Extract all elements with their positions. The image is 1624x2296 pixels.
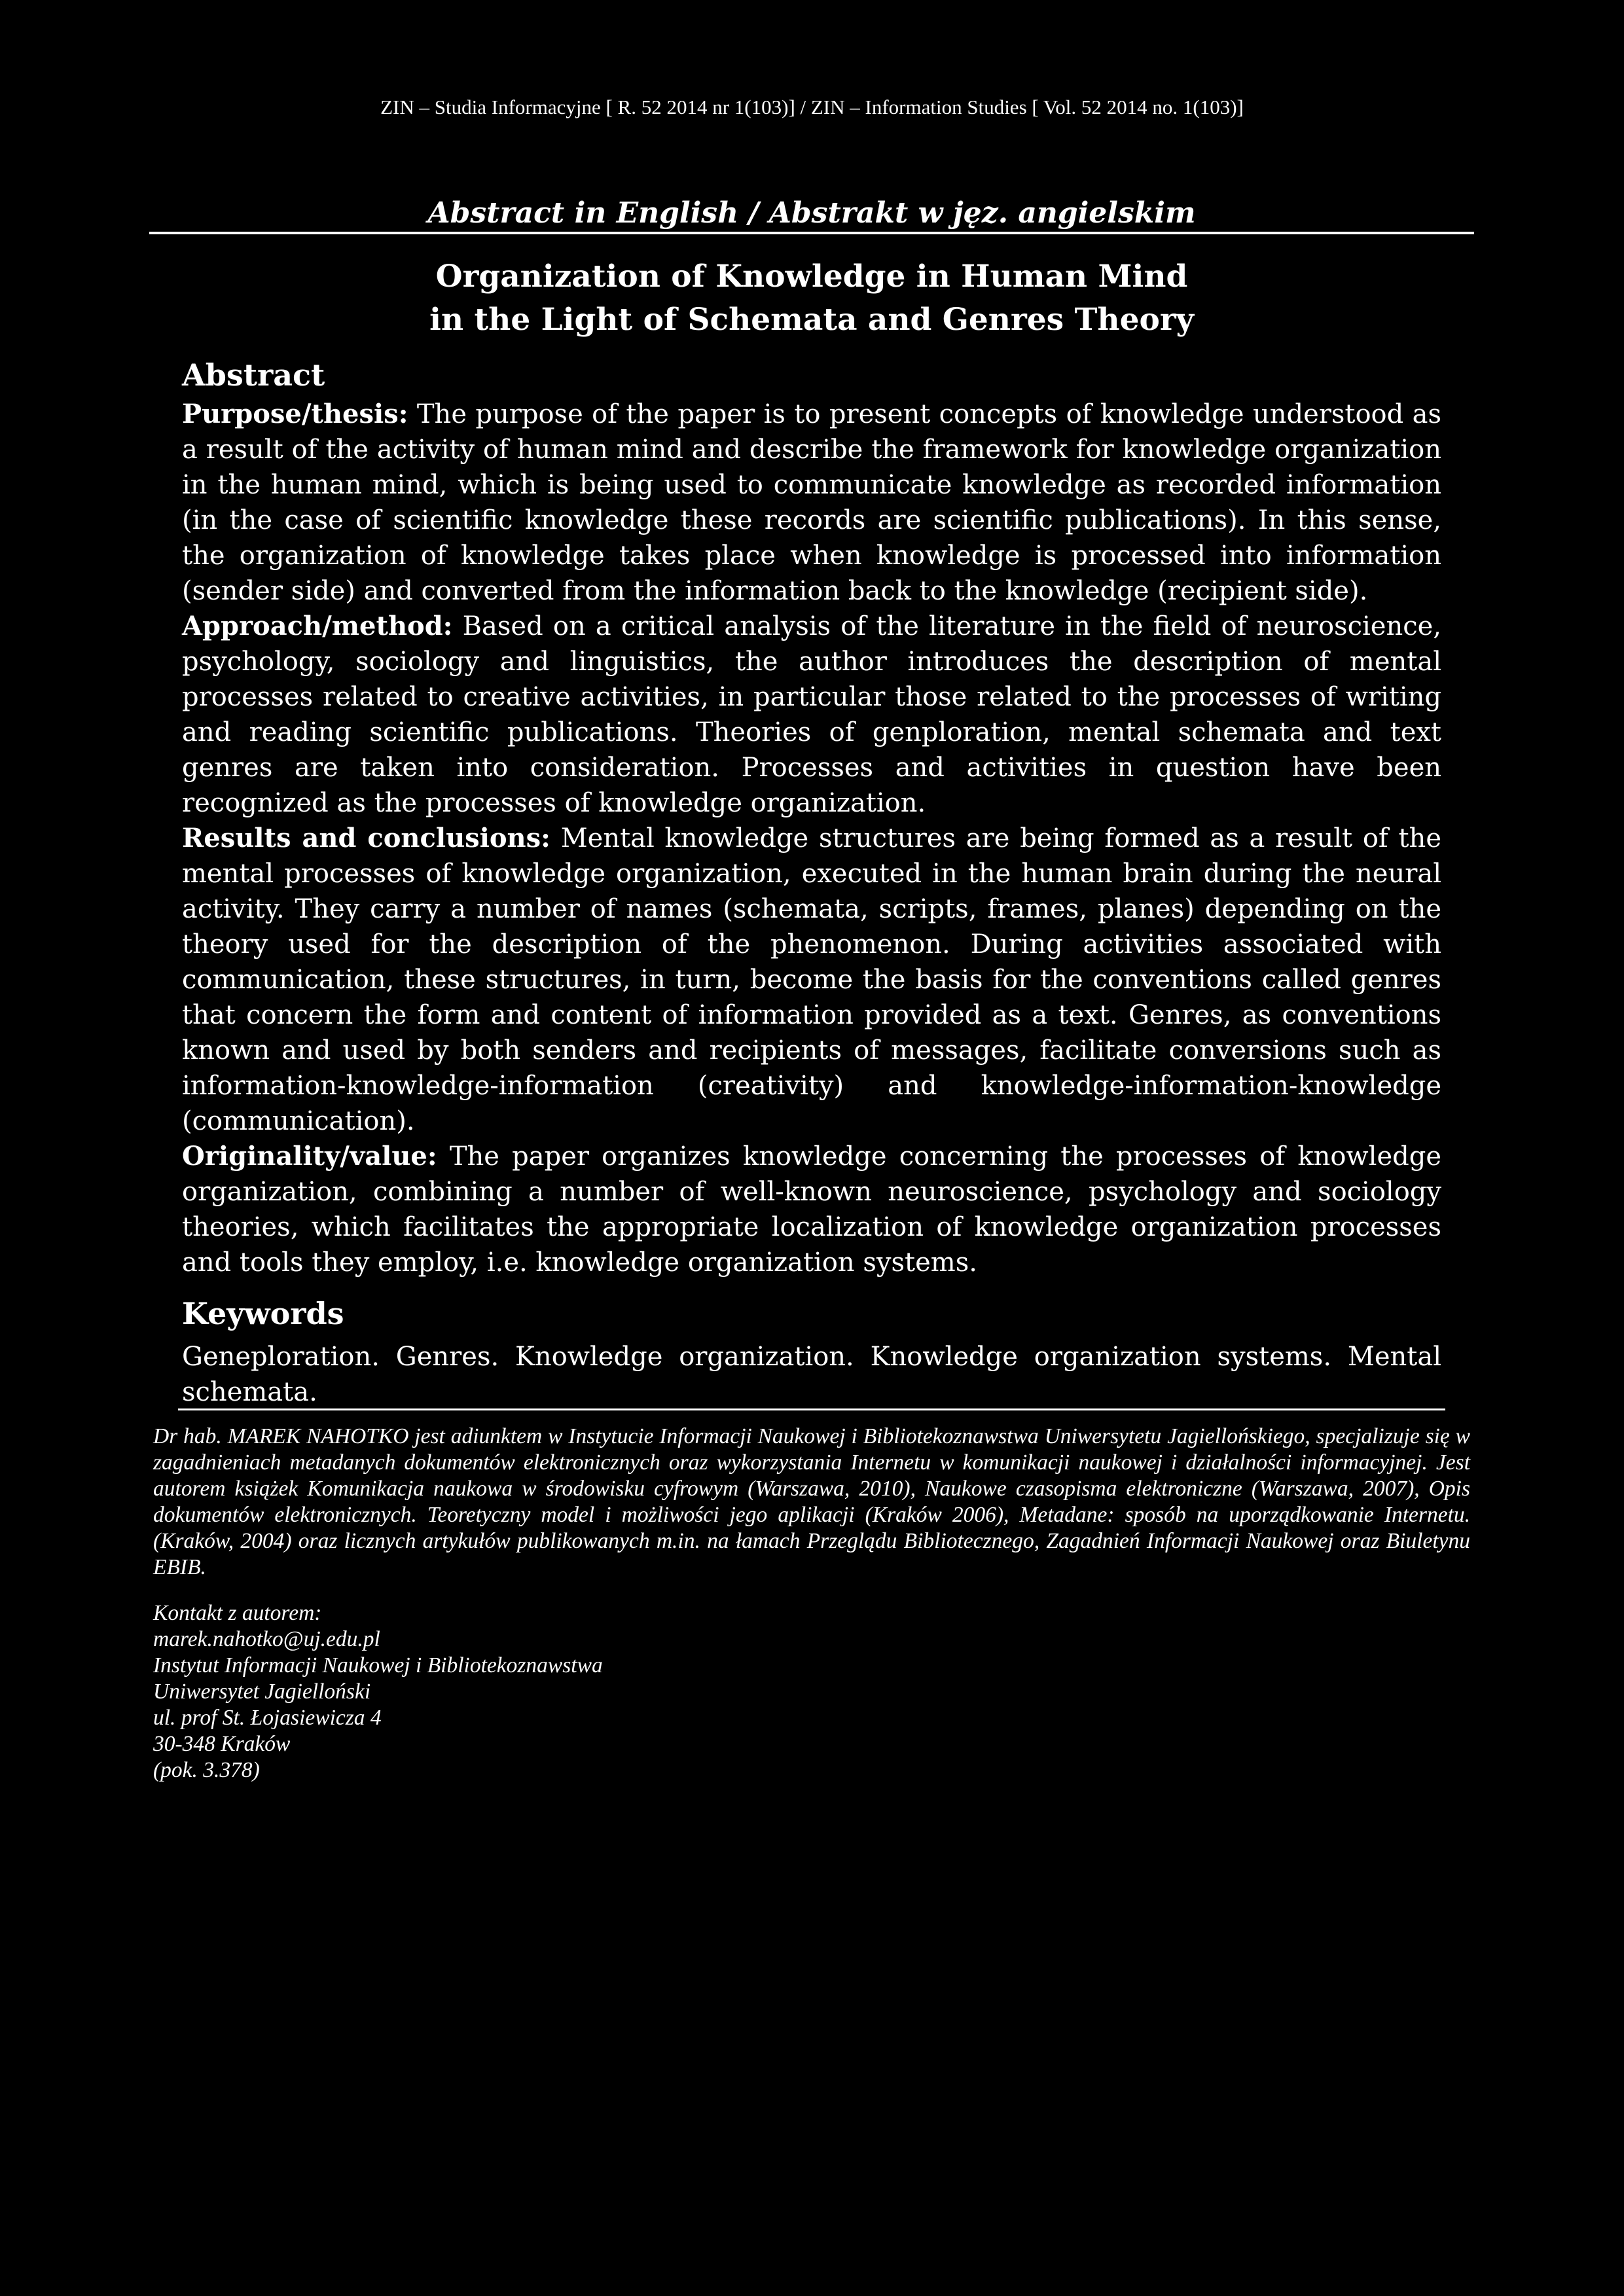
contact-email[interactable]: marek.nahotko@uj.edu.pl — [153, 1627, 380, 1651]
contact-institute: Instytut Informacji Naukowej i Bibliotekoznawstwa — [153, 1653, 603, 1677]
results-label: Results and conclusions: — [182, 823, 550, 853]
originality-paragraph — [182, 1139, 1441, 1280]
originality-label: Originality/value: — [182, 1141, 437, 1172]
contact-room: (pok. 3.378) — [153, 1758, 260, 1782]
paper-title-line-2: in the Light of Schemata and Genres Theory — [429, 302, 1194, 338]
paper-title — [149, 255, 1474, 342]
keywords-heading: Keywords — [182, 1296, 344, 1331]
results-text: Mental knowledge structures are being formed as a result of the mental processes of knowledge organization, executed in the human brain during the neural activity. They carry a number of names (schemata, scripts, frames, planes) depending on the theory used for the description of the phenomenon. During activities associated with communication, these structures, in turn, become the basis for the conventions called genres that concern the form and content of information provided as a text. Genres, as conventions known and used by both senders and recipients of messages, facilitate conversions such as information-knowledge-information (creativity) and knowledge-information-knowledge (communication). — [182, 823, 1441, 1136]
footnote-rule — [178, 1408, 1445, 1410]
originality-text: The paper organizes knowledge concerning the processes of knowledge organization, combining a number of well-known neuroscience, psychology and sociology theories, which facilitates the appropriate localization of knowledge organization processes and tools they employ, i.e. knowledge organization systems. — [182, 1141, 1441, 1278]
abstract-heading: Abstract — [182, 357, 325, 393]
approach-label: Approach/method: — [182, 611, 453, 641]
approach-text: Based on a critical analysis of the literature in the field of neuroscience, psychology, sociology and linguistics, the author introduces the description of mental processes related to creative activities, in particular those related to the processes of writing and reading scientific publications. Theories of genploration, mental schemata and text genres are taken into consideration. Processes and activities in question have been recognized as the processes of knowledge organization. — [182, 611, 1442, 818]
approach-paragraph — [182, 609, 1441, 821]
running-header: ZIN – Studia Informacyjne [ R. 52 2014 nr 1(103)] / ZIN – Information Studies [ Vol. 52 2014 no. 1(103)] — [380, 96, 1244, 118]
author-contact — [153, 1600, 1070, 1784]
abstract-block — [182, 353, 1441, 1410]
purpose-label: Purpose/thesis: — [182, 399, 408, 429]
purpose-text: The purpose of the paper is to present concepts of knowledge understood as a result of the activity of human mind and describe the framework for knowledge organization in the human mind, which is being used to communicate knowledge as recorded information (in the case of scientific knowledge these records are scientific publications). In this sense, the organization of knowledge takes place when knowledge is processed into information (sender side) and converted from the information back to the knowledge (recipient side). — [182, 399, 1441, 606]
results-paragraph — [182, 821, 1441, 1139]
purpose-paragraph — [182, 397, 1441, 609]
contact-street: ul. prof St. Łojasiewicza 4 — [153, 1706, 382, 1730]
contact-heading: Kontakt z autorem: — [153, 1601, 322, 1625]
header-rule — [149, 232, 1474, 234]
contact-city: 30-348 Kraków — [153, 1732, 291, 1756]
keywords-text: Geneploration. Genres. Knowledge organization. Knowledge organization systems. Mental schemata. — [182, 1342, 1441, 1407]
contact-university: Uniwersytet Jagielloński — [153, 1679, 371, 1704]
section-label: Abstract in English / Abstrakt w jęz. angielskim — [427, 196, 1196, 230]
author-bio: Dr hab. MAREK NAHOTKO jest adiunktem w Instytucie Informacji Naukowej i Bibliotekoznawstwa Uniwersytetu Jagiellońskiego, specjalizuje się w zagadnieniach metadanych dokumentów elektronicznych oraz wykorzystania Internetu w komunikacji naukowej i działalności informacyjnej. Jest autorem książek Komunikacja naukowa w środowisku cyfrowym (Warszawa, 2010), Naukowe czasopisma elektroniczne (Warszawa, 2007), Opis dokumentów elektronicznych. Teoretyczny model i możliwości jego aplikacji (Kraków 2006), Metadane: sposób na uporządkowanie Internetu. (Kraków, 2004) oraz licznych artykułów publikowanych m.in. na łamach Przeglądu Bibliotecznego, Zagadnień Informacji Naukowej oraz Biuletynu EBIB. — [153, 1424, 1470, 1579]
paper-title-line-1: Organization of Knowledge in Human Mind — [435, 259, 1188, 295]
